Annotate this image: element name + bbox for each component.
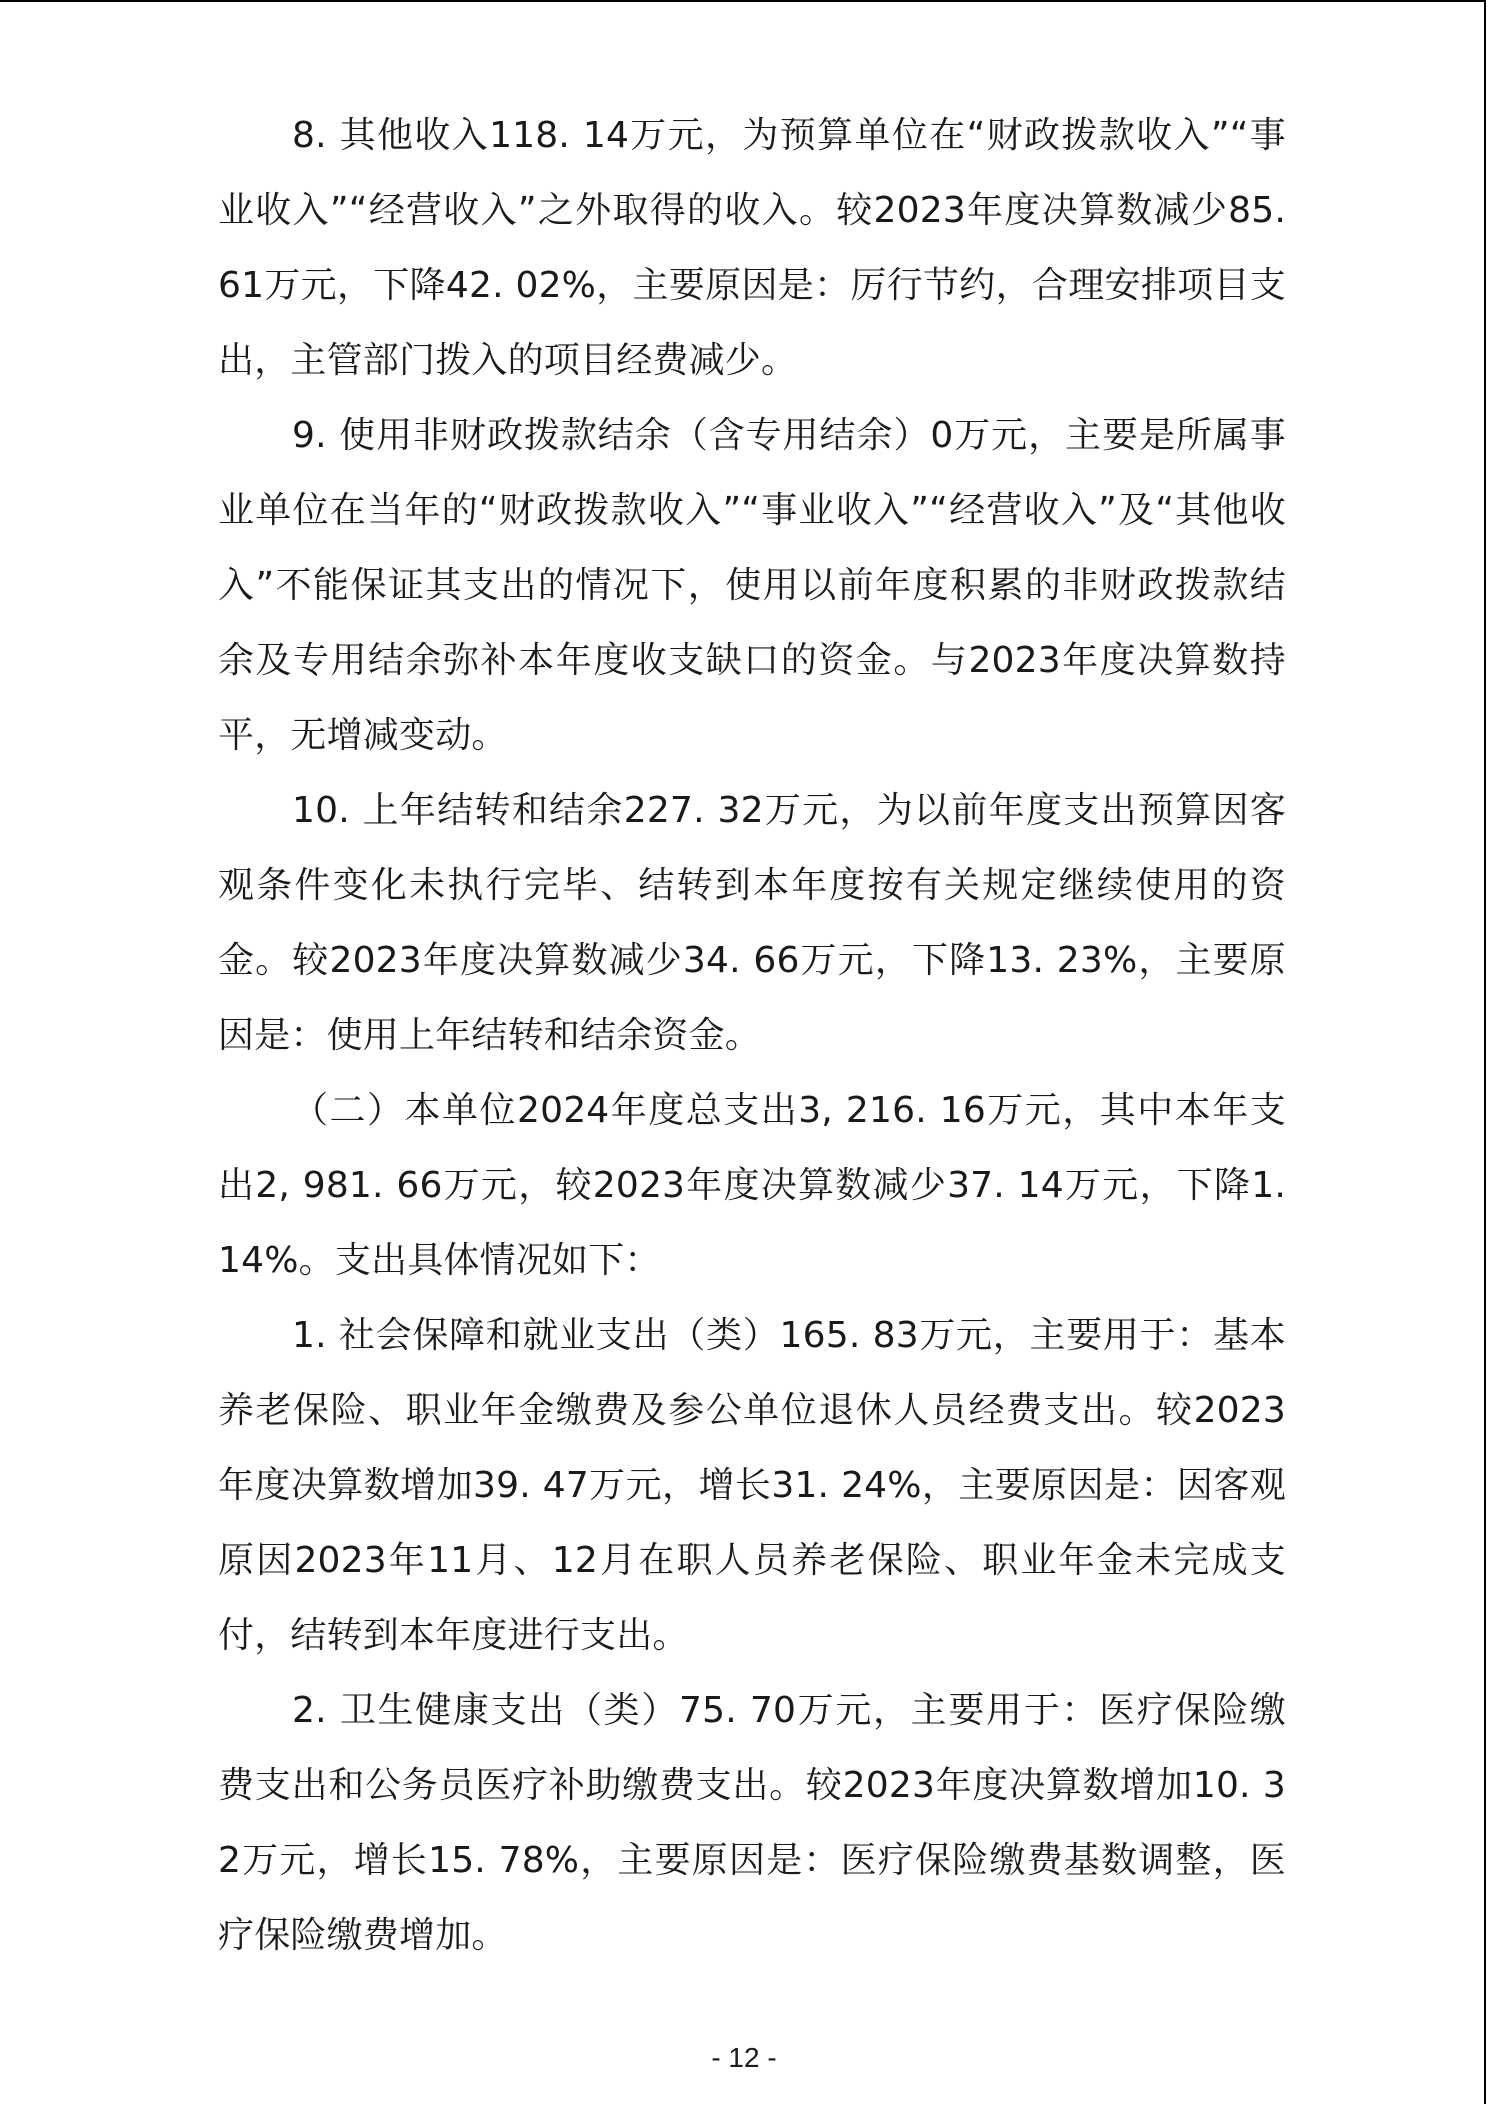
paragraph-social-security-expenditure: 1. 社会保障和就业支出（类）165. 83万元，主要用于：基本养老保险、职业年金缴费及参公单位退休人员经费支出。较2023年度决算数增加39. 47万元，增长31. 24%，主要原因是：因客观原因2023年11月、12月在职人员养老保险、职业年金未完成支付，结转到本年度进行支出。 bbox=[218, 1315, 1286, 1656]
page-number: - 12 - bbox=[711, 2042, 777, 2073]
paragraph-carryover-balance: 10. 上年结转和结余227. 32万元，为以前年度支出预算因客观条件变化未执行完毕、结转到本年度按有关规定继续使用的资金。较2023年度决算数减少34. 66万元，下降13. 23%，主要原因是：使用上年结转和结余资金。 bbox=[218, 790, 1286, 1056]
paragraph-health-expenditure: 2. 卫生健康支出（类）75. 70万元，主要用于：医疗保险缴费支出和公务员医疗补助缴费支出。较2023年度决算数增加10. 32万元，增长15. 78%，主要原因是：医疗保险缴费基数调整，医疗保险缴费增加。 bbox=[218, 1690, 1286, 1956]
paragraph-total-expenditure: （二）本单位2024年度总支出3, 216. 16万元，其中本年支出2, 981. 66万元，较2023年度决算数减少37. 14万元，下降1. 14%。支出具体情况如下： bbox=[218, 1090, 1286, 1281]
paragraph-other-income: 8. 其他收入118. 14万元，为预算单位在“财政拨款收入”“事业收入”“经营收入”之外取得的收入。较2023年度决算数减少85. 61万元，下降42. 02%，主要原因是：厉行节约，合理安排项目支出，主管部门拨入的项目经费减少。 bbox=[218, 115, 1286, 381]
paragraph-non-fiscal-balance: 9. 使用非财政拨款结余（含专用结余）0万元，主要是所属事业单位在当年的“财政拨款收入”“事业收入”“经营收入”及“其他收入”不能保证其支出的情况下，使用以前年度积累的非财政拨款结余及专用结余弥补本年度收支缺口的资金。与2023年度决算数持平，无增减变动。 bbox=[218, 415, 1286, 756]
document-body bbox=[218, 98, 1286, 1973]
